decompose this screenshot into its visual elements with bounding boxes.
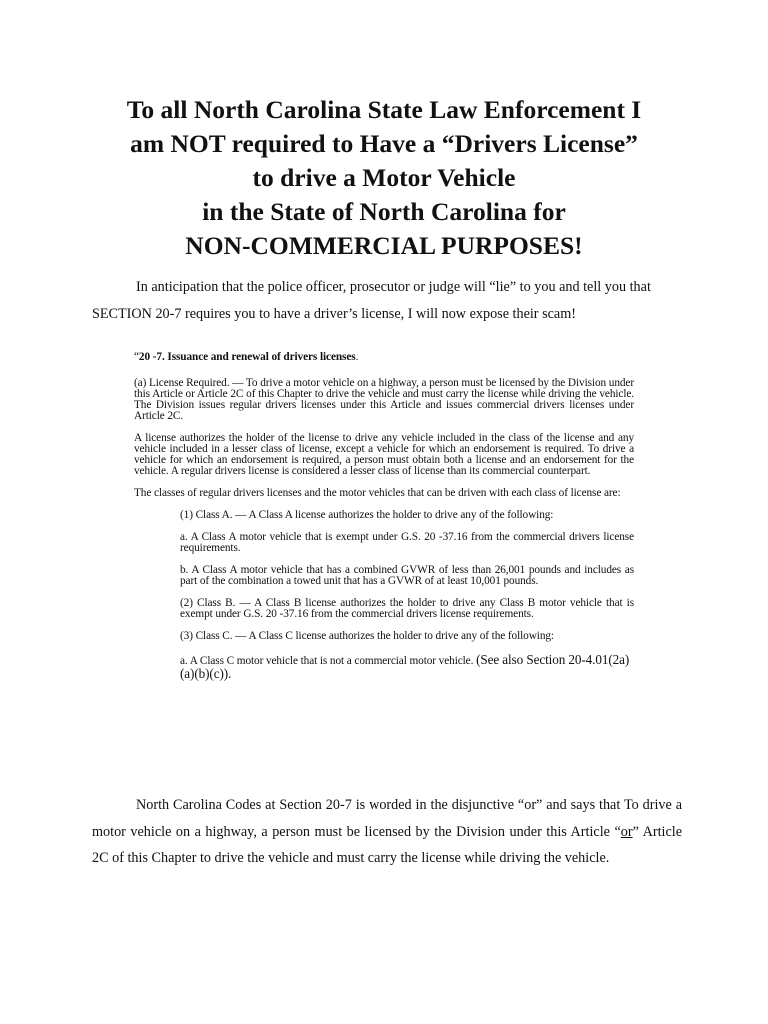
statute-heading-text: 20 -7. Issuance and renewal of drivers licenses [138, 351, 356, 363]
heading-period: . [355, 351, 359, 363]
statute-para-license: A license authorizes the holder of the license to drive any vehicle included in the class of the license and any vehicle included in a lesser class of license, except a vehicle for which an endorsement is required. To drive a vehicle for which an endorsement is required, a person must obtain both a license and an endorsement for the vehicle. A regular drivers license is considered a lesser class of license than its commercial counterpart. [134, 432, 634, 477]
see-also-reference: (See also Section 20-4.01(2a)(a)(b)(c)). [180, 652, 630, 681]
class-c-item-a [180, 653, 634, 681]
class-a-item-a: a. A Class A motor vehicle that is exempt under G.S. 20 -37.16 from the commercial drivers license requirements. [180, 531, 634, 554]
statute-para-a: (a) License Required. — To drive a motor vehicle on a highway, a person must be licensed by the Division under this Article or Article 2C of this Chapter to drive the vehicle and must carry the license while driving the vehicle. The Division issues regular drivers licenses under this Article and issues commercial drivers licenses under Article 2C. [134, 377, 634, 422]
closing-text-part1: North Carolina Codes at Section 20-7 is worded in the disjunctive “or” and says that To drive a motor vehicle on a highway, a person must be licensed by the Division under this Article “ [92, 797, 682, 840]
closing-paragraph [92, 792, 682, 872]
closing-text-part2: ” Article 2C of this Chapter to drive the vehicle and must carry the license while driving the vehicle. [92, 823, 682, 866]
statute-quote [134, 352, 634, 692]
document-title [40, 93, 728, 263]
class-b: (2) Class B. — A Class B license authorizes the holder to drive any Class B motor vehicle that is exempt under G.S. 20 -37.16 from the commercial drivers license requirements. [180, 597, 634, 620]
class-c: (3) Class C. — A Class C license authorizes the holder to drive any of the following: [180, 630, 554, 642]
intro-text: In anticipation that the police officer, prosecutor or judge will “lie” to you and tell you that SECTION 20-7 requires you to have a driver’s license, I will now expose their scam! [92, 279, 651, 322]
class-a-item-b: b. A Class A motor vehicle that has a combined GVWR of less than 26,001 pounds and includes as part of the combination a towed unit that has a GVWR of at least 10,001 pounds. [180, 564, 634, 587]
statute-para-classes: The classes of regular drivers licenses and the motor vehicles that can be driven with each class of license are: [134, 487, 621, 499]
intro-paragraph [92, 274, 692, 328]
title-line: in the State of North Carolina for [202, 197, 566, 226]
title-line: to drive a Motor Vehicle [252, 163, 516, 192]
statute-heading [134, 352, 634, 363]
title-line: To all North Carolina State Law Enforcement I [126, 95, 642, 124]
class-a: (1) Class A. — A Class A license authorizes the holder to drive any of the following: [180, 509, 554, 521]
class-c-item-a-text: a. A Class C motor vehicle that is not a commercial motor vehicle. [180, 655, 474, 667]
closing-text [92, 792, 682, 872]
title-line: NON-COMMERCIAL PURPOSES! [185, 231, 583, 260]
open-quote: “ [134, 351, 139, 363]
title-line: am NOT required to Have a “Drivers License” [130, 129, 638, 158]
underlined-or: or [620, 823, 633, 840]
